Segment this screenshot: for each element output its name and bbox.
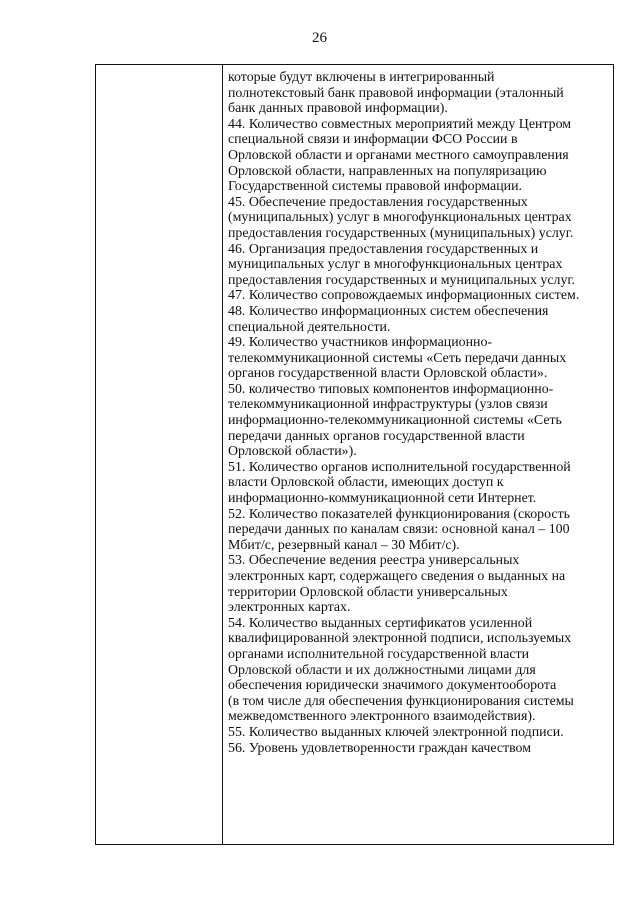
text-line: банк данных правовой информации).	[228, 101, 448, 117]
text-line: которые будут включены в интегрированный	[228, 70, 495, 85]
text-line: специальной связи и информации ФСО России в	[228, 132, 518, 148]
text-line: электронных карт, содержащего сведения о выданных на	[228, 569, 566, 584]
text-line: территории Орловской области универсальных	[228, 584, 508, 600]
text-line: предоставления государственных и муниципальных услуг.	[228, 272, 575, 288]
text-line: электронных картах.	[228, 600, 351, 616]
document-table	[95, 64, 614, 845]
text-line: (в том числе для обеспечения функционирования системы	[228, 693, 574, 709]
text-line: 48. Количество информационных систем обеспечения	[228, 303, 549, 319]
table-cell-text	[228, 70, 613, 756]
text-line: 56. Уровень удовлетворенности граждан качеством	[228, 740, 532, 756]
text-line: 51. Количество органов исполнительной государственной	[228, 459, 571, 475]
text-line: Орловской области»).	[228, 444, 357, 460]
text-line: органами исполнительной государственной власти	[228, 646, 530, 662]
text-line: 55. Количество выданных ключей электронной подписи.	[228, 724, 564, 740]
text-line: 53. Обеспечение ведения реестра универсальных	[228, 553, 520, 569]
text-line: телекоммуникационной инфраструктуры (узлов связи	[228, 397, 548, 413]
text-line: передачи данных по каналам связи: основной канал – 100	[228, 522, 570, 538]
text-line: квалифицированной электронной подписи, используемых	[228, 631, 572, 647]
text-line: межведомственного электронного взаимодействия).	[228, 709, 536, 725]
text-line: Орловской области и органами местного самоуправления	[228, 147, 569, 163]
text-line: Орловской области и их должностными лицами для	[228, 662, 536, 678]
text-line: (муниципальных) услуг в многофункциональных центрах	[228, 210, 572, 226]
text-line: передачи данных органов государственной власти	[228, 428, 525, 444]
text-line: предоставления государственных (муниципальных) услуг.	[228, 225, 574, 241]
text-line: 45. Обеспечение предоставления государственных	[228, 194, 528, 210]
text-line: 47. Количество сопровождаемых информационных систем.	[228, 288, 580, 304]
text-line: обеспечения юридически значимого документооборота	[228, 678, 557, 694]
text-line: специальной деятельности.	[228, 319, 391, 335]
text-line: информационно-коммуникационной сети Интернет.	[228, 491, 537, 507]
text-line: телекоммуникационной системы «Сеть передачи данных	[228, 350, 567, 366]
text-line: 49. Количество участников информационно-	[228, 335, 493, 351]
text-line: органов государственной власти Орловской области».	[228, 366, 548, 382]
text-line: Мбит/с, резервный канал – 30 Мбит/с).	[228, 537, 460, 553]
text-line: муниципальных услуг в многофункциональных центрах	[228, 257, 563, 273]
text-line: Государственной системы правовой информации.	[228, 179, 522, 195]
text-line: 52. Количество показателей функционирования (скорость	[228, 506, 570, 522]
text-line: Орловской области, направленных на популяризацию	[228, 163, 547, 179]
column-divider	[222, 65, 223, 844]
text-line: 54. Количество выданных сертификатов усиленной	[228, 615, 533, 631]
page-number: 26	[312, 30, 327, 46]
text-line: власти Орловской области, имеющих доступ к	[228, 475, 504, 491]
text-line: информационно-телекоммуникационной системы «Сеть	[228, 413, 562, 429]
text-line: 44. Количество совместных мероприятий между Центром	[228, 116, 572, 132]
text-line: полнотекстовый банк правовой информации (эталонный	[228, 85, 564, 101]
text-line: 50. количество типовых компонентов информационно-	[228, 381, 554, 397]
text-line: 46. Организация предоставления государственных и	[228, 241, 539, 257]
